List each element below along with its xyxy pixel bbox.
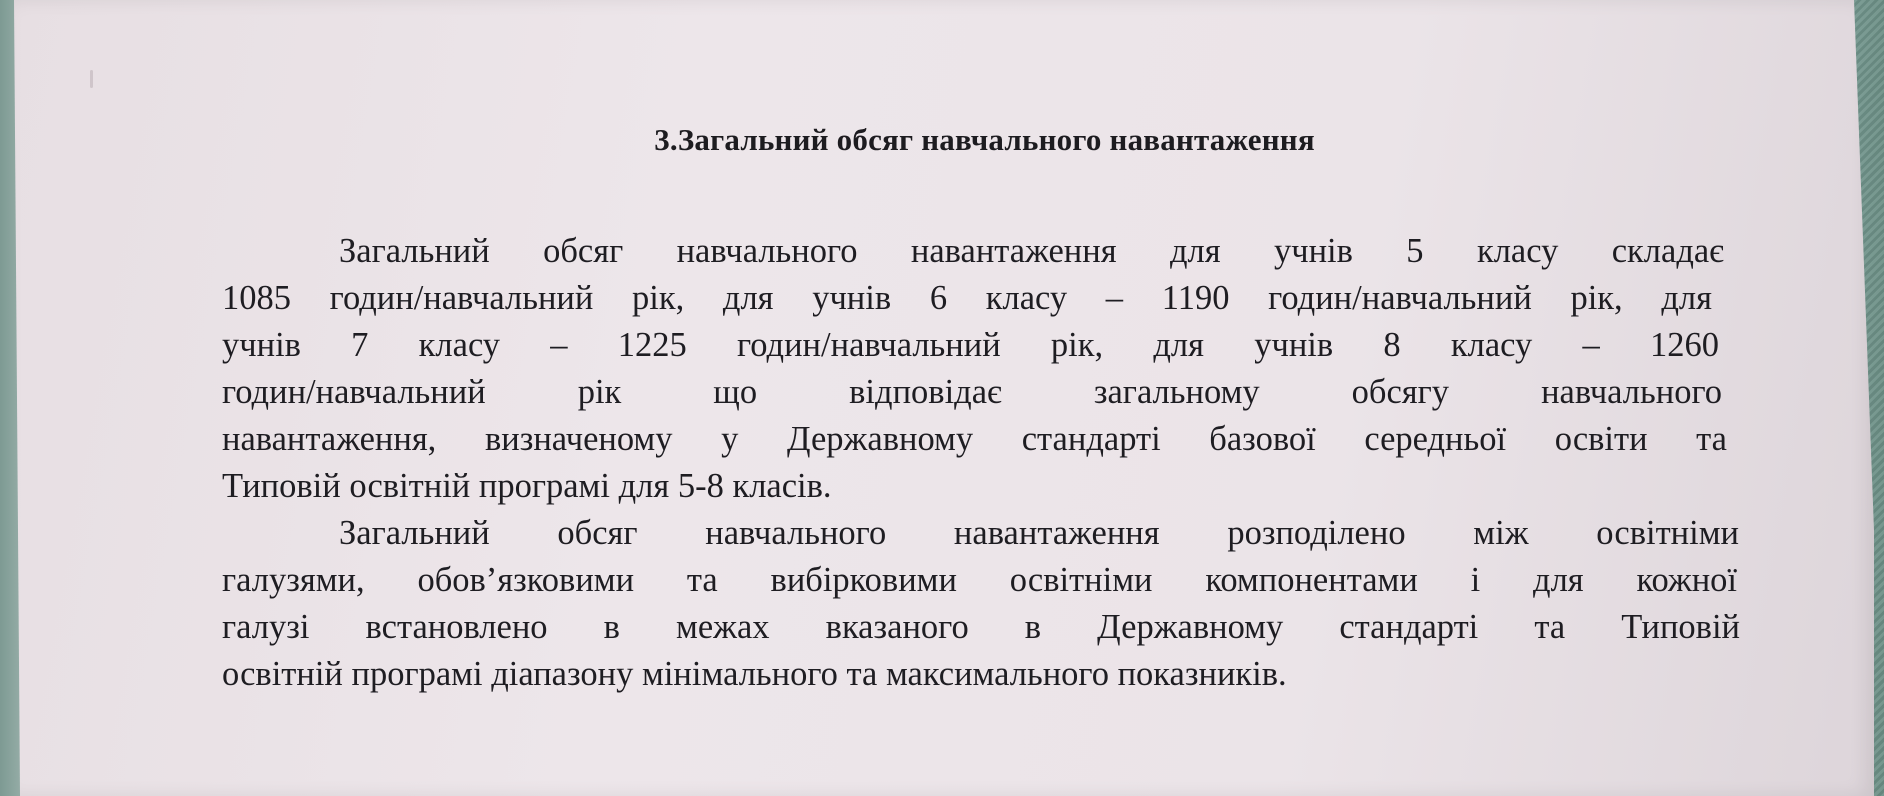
paragraph-1-line-3: учнів 7 класу – 1225 годин/навчальний рік, для учнів 8 класу – 1260 [222, 326, 1719, 364]
section-heading: 3.Загальний обсяг навчального навантаження [654, 122, 1315, 157]
paragraph-1 [224, 228, 1744, 510]
paragraph-2-line-3: галузі встановлено в межах вказаного в Державному стандарті та Типовій [222, 608, 1740, 646]
paragraph-1-line-2: 1085 годин/навчальний рік, для учнів 6 класу – 1190 годин/навчальний рік, для [222, 279, 1712, 317]
document-body [224, 228, 1744, 698]
paragraph-2-line-2: галузями, обов’язковими та вибірковими освітніми компонентами і для кожної [222, 561, 1737, 599]
paragraph-1-line-1: Загальний обсяг навчального навантаження для учнів 5 класу складає [339, 232, 1724, 270]
paragraph-2 [224, 510, 1744, 698]
paragraph-2-line-1: Загальний обсяг навчального навантаження розподілено між освітніми [339, 514, 1739, 552]
paragraph-1-line-5: навантаження, визначеному у Державному стандарті базової середньої освіти та [222, 420, 1727, 458]
paragraph-2-line-4: освітній програмі діапазону мінімального та максимального показників. [222, 655, 1287, 693]
paragraph-1-line-6: Типовій освітній програмі для 5-8 класів. [222, 467, 832, 505]
paragraph-1-line-4: годин/навчальний рік що відповідає загальному обсягу навчального [222, 373, 1722, 411]
paper-mark [90, 70, 93, 88]
